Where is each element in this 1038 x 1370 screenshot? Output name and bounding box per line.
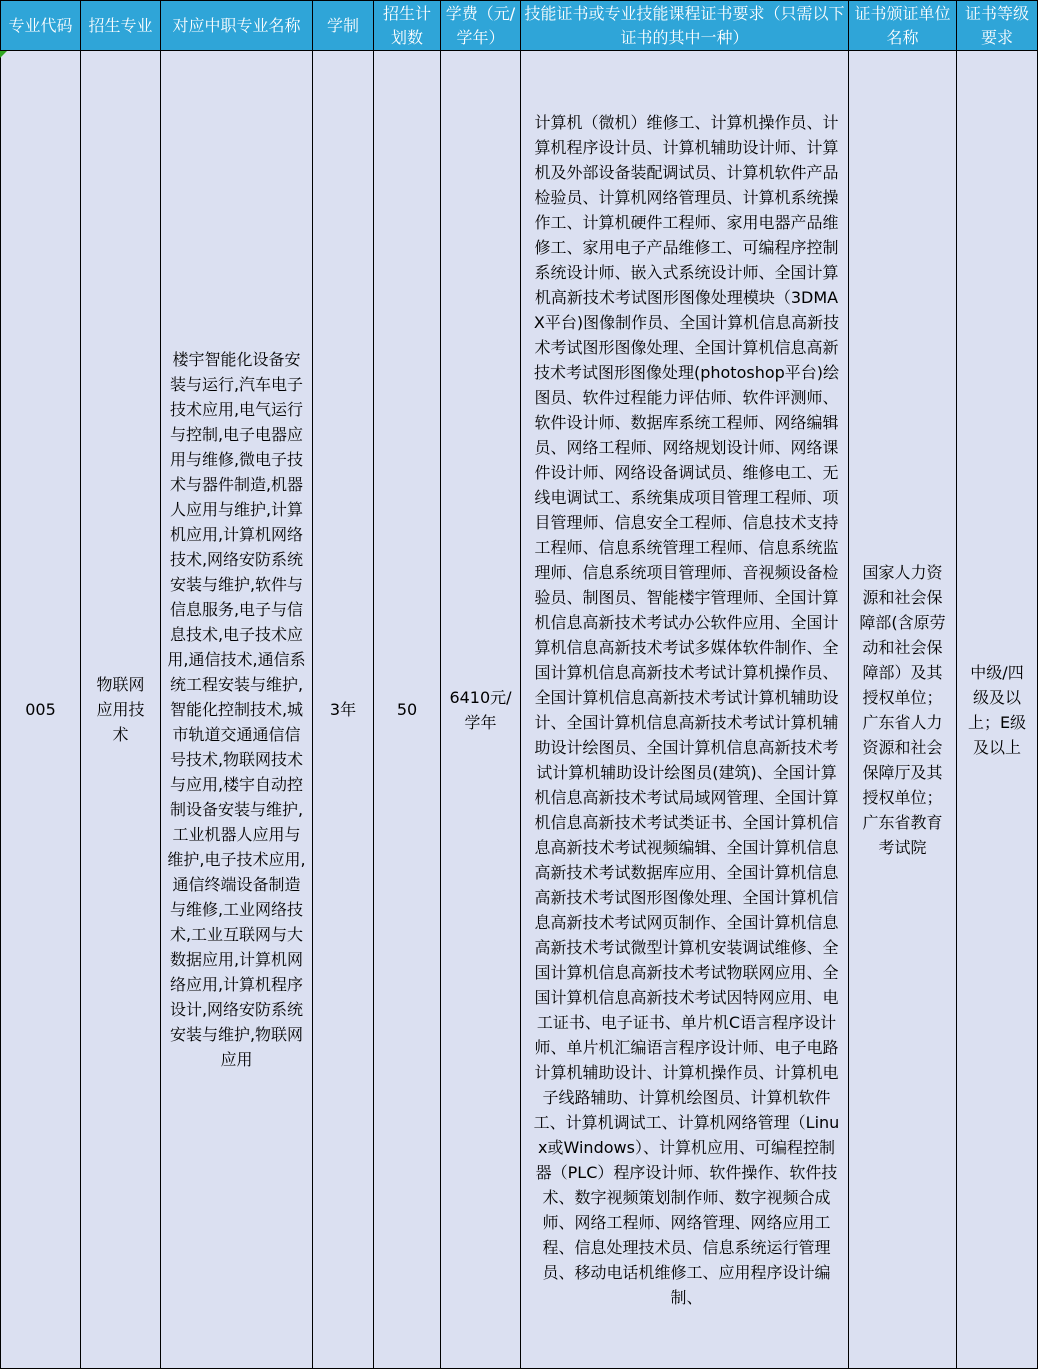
cell-comment-indicator: [0, 51, 7, 58]
level-value: 中级/四级及以上；E级及以上: [967, 662, 1027, 757]
header-plan[interactable]: [374, 1, 441, 51]
certificates-value: 计算机（微机）维修工、计算机操作员、计算机程序设计员、计算机辅助设计师、计算机及外部设备装配调试员、计算机软件产品检验员、计算机网络管理员、计算机系统操作工、计算机硬件工程师、家用电器产品维修工、家用电子产品维修工、可编程序控制系统设计师、嵌入式系统设计师、全国计算机高新技术考试图形图像处理模块（3DMAX平台)图像制作员、全国计算机信息高新技术考试图形图像处理、全国计算机信息高新技术考试图形图像处理(photoshop平台)绘图员、软件过程能力评估师、软件评测师、软件设计师、数据库系统工程师、网络编辑员、网络工程师、网络规划设计师、网络课件设计师、网络设备调试员、维修电工、无线电调试工、系统集成项目管理工程师、项目管理师、信息安全工程师、信息技术支持工程师、信息系统管理工程师、信息系统监理师、信息系统项目管理师、音视频设备检验员、制图员、智能楼宇管理师、全国计算机信息高新技术考试办公软件应用、全国计算机信息高新技术考试多媒体软件制作、全国计算机信息高新技术考试计算机操作员、全国计算机信息高新技术考试计算机辅助设计、全国计算机信息高新技术考试计算机辅助设计绘图员、全国计算机信息高新技术考试计算机辅助设计绘图员(建筑)、全国计算机信息高新技术考试局域网管理、全国计算机信息高新技术考试类证书、全国计算机信息高新技术考试视频编辑、全国计算机信息高新技术考试数据库应用、全国计算机信息高新技术考试图形图像处理、全国计算机信息高新技术考试网页制作、全国计算机信息高新技术考试微型计算机安装调试维修、全国计算机信息高新技术考试物联网应用、全国计算机信息高新技术考试因特网应用、电工证书、电子证书、单片机C语言程序设计师、单片机汇编语言程序设计师、电子电路计算机辅助设计、计算机操作员、计算机电子线路辅助、计算机绘图员、计算机软件工、计算机调试工、计算机网络管理（Linux或Windows）、计算机应用、可编程控制器（PLC）程序设计师、软件操作、软件技术、数字视频策划制作师、数字视频合成师、网络工程师、网络管理、网络应用工程、信息处理技术员、信息系统运行管理员、移动电话机维修工、应用程序设计编制、: [533, 112, 840, 1307]
cell-level[interactable]: [957, 51, 1038, 1369]
cell-secondary[interactable]: [161, 51, 313, 1369]
duration-value: 3年: [329, 700, 357, 719]
secondary-majors-value: 楼宇智能化设备安装与运行,汽车电子技术应用,电气运行与控制,电子电器应用与维修,微电子技术与器件制造,机器人应用与维护,计算机应用,计算机网络技术,网络安防系统安装与维护,软件与信息服务,电子与信息技术,电子技术应用,通信技术,通信系统工程安装与维护,智能化控制技术,城市轨道交通通信信号技术,物联网技术与应用,楼宇自动控制设备安装与维护,工业机器人应用与维护,电子技术应用,通信终端设备制造与维修,工业网络技术,工业互联网与大数据应用,计算机网络应用,计算机程序设计,网络安防系统安装与维护,物联网应用: [167, 350, 306, 1069]
header-major[interactable]: [81, 1, 161, 51]
cell-code[interactable]: [1, 51, 81, 1369]
header-issuer[interactable]: [849, 1, 957, 51]
cell-duration[interactable]: [313, 51, 374, 1369]
cell-major[interactable]: [81, 51, 161, 1369]
code-value: 005: [25, 700, 56, 719]
header-major-label: 招生专业: [88, 15, 153, 35]
header-secondary-label: 对应中职专业名称: [172, 15, 301, 35]
header-cert-req[interactable]: [521, 1, 849, 51]
header-code-label: 专业代码: [8, 15, 73, 35]
header-secondary[interactable]: [161, 1, 313, 51]
header-level-label: 证书等级要求: [964, 3, 1029, 47]
issuer-value: 国家人力资源和社会保障部(含原劳动和社会保障部）及其授权单位；广东省人力资源和社会保障厅及其授权单位；广东省教育考试院: [859, 562, 946, 857]
header-duration-label: 学制: [326, 15, 359, 35]
header-plan-label: 招生计划数: [382, 3, 431, 47]
major-value: 物联网应用技术: [96, 675, 145, 744]
header-issuer-label: 证书颁证单位名称: [854, 3, 951, 47]
header-row: [1, 1, 1038, 51]
header-duration[interactable]: [313, 1, 374, 51]
cell-certificates[interactable]: [521, 51, 849, 1369]
header-code[interactable]: [1, 1, 81, 51]
cell-plan[interactable]: [374, 51, 441, 1369]
cell-issuer[interactable]: [849, 51, 957, 1369]
table-header: [1, 1, 1038, 51]
header-level[interactable]: [957, 1, 1038, 51]
table-row: [1, 51, 1038, 1369]
plan-value: 50: [396, 700, 418, 719]
header-cert-req-label: 技能证书或专业技能课程证书要求（只需以下证书的其中一种）: [524, 3, 845, 47]
table-body: [1, 51, 1038, 1369]
tuition-value: 6410元/学年: [449, 687, 512, 732]
header-tuition[interactable]: [441, 1, 521, 51]
header-tuition-label: 学费（元/学年）: [445, 3, 516, 47]
cell-tuition[interactable]: [441, 51, 521, 1369]
